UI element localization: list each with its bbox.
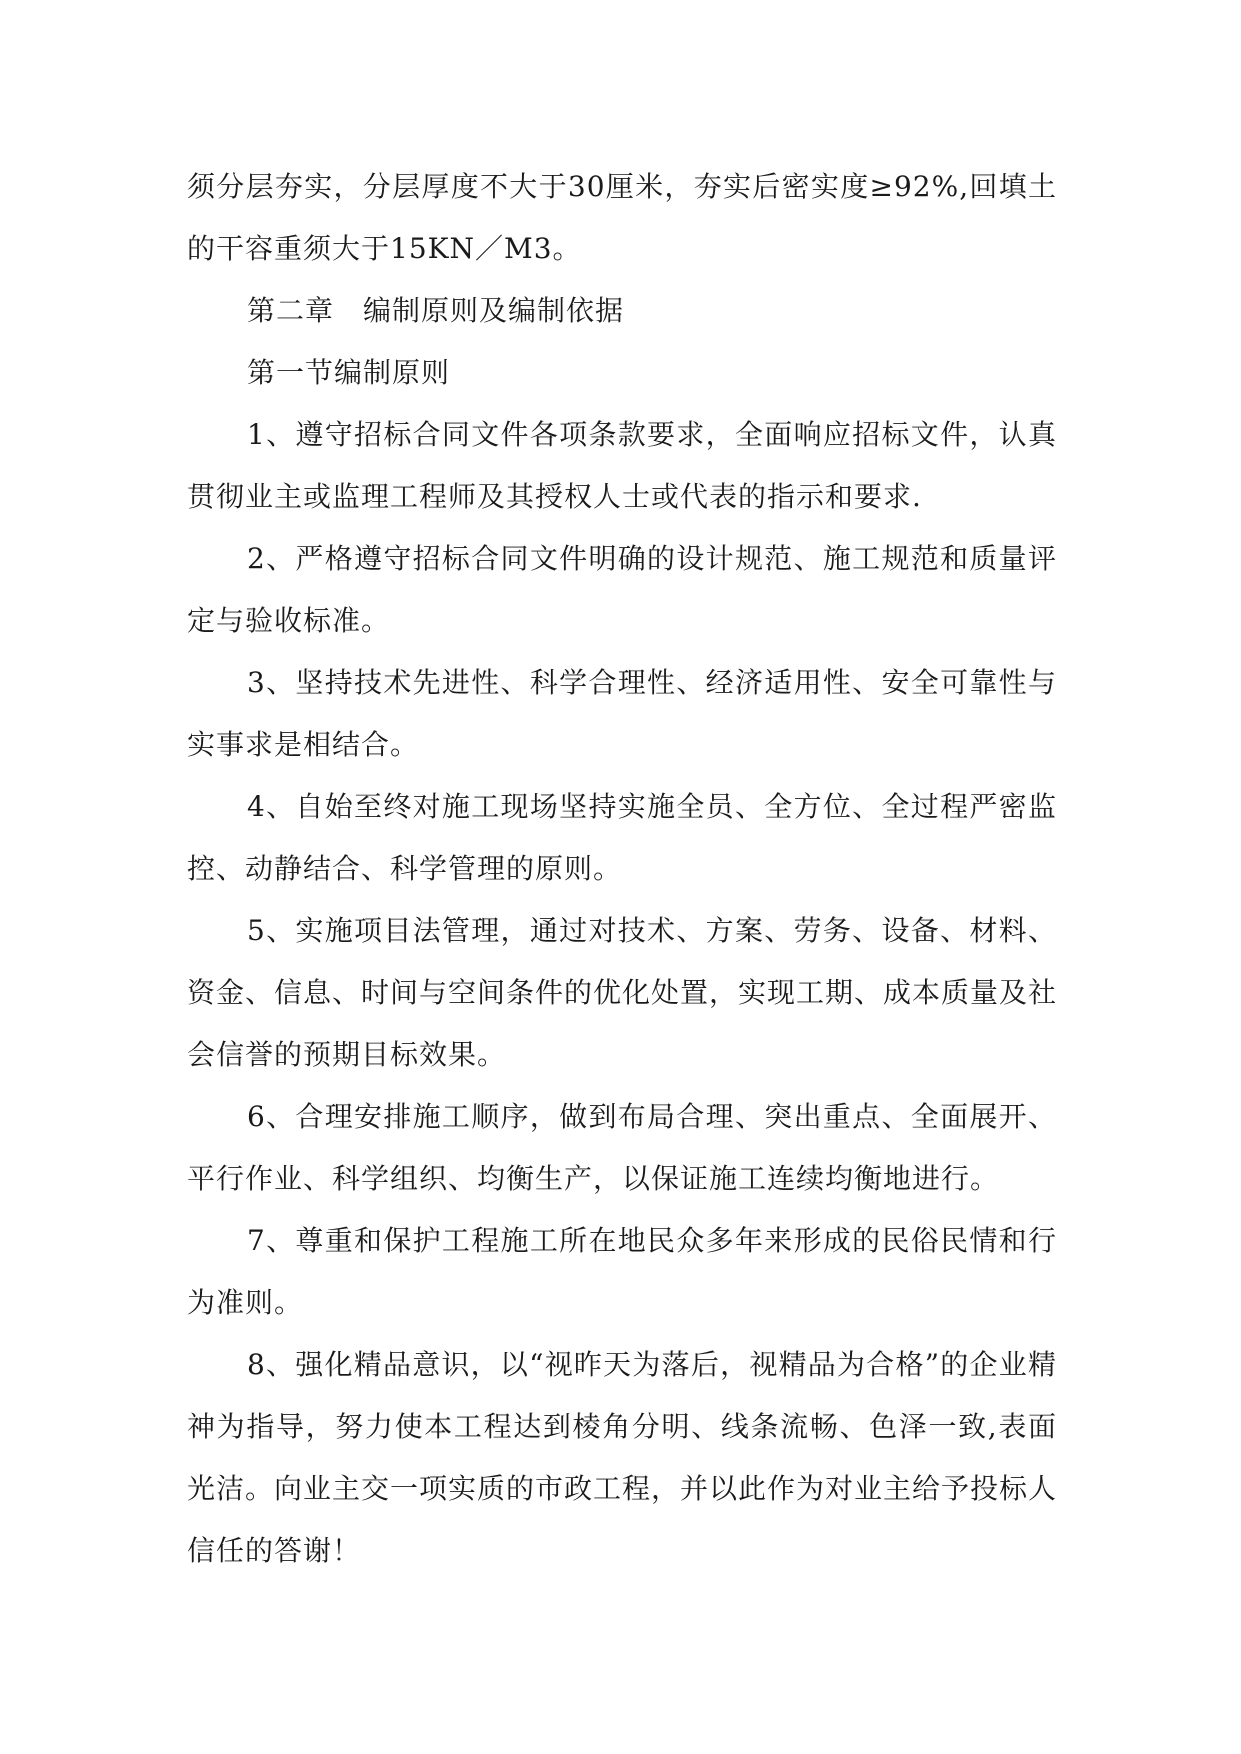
chapter-heading: 第二章 编制原则及编制依据 (247, 294, 625, 327)
paragraph-principle-1: 1、遵守招标合同文件各项条款要求，全面响应招标文件，认真贯彻业主或监理工程师及其授权人士或代表的指示和要求. (187, 418, 1057, 513)
paragraph-principle-8: 8、强化精品意识，以“视昨天为落后，视精品为合格”的企业精神为指导，努力使本工程达到棱角分明、线条流畅、色泽一致,表面光洁。向业主交一项实质的市政工程，并以此作为对业主给予投标人信任的答谢！ (187, 1348, 1058, 1567)
paragraph-principle-3: 3、坚持技术先进性、科学合理性、经济适用性、安全可靠性与实事求是相结合。 (187, 666, 1057, 761)
document-body (187, 156, 1057, 1582)
paragraph-principle-5: 5、实施项目法管理，通过对技术、方案、劳务、设备、材料、资金、信息、时间与空间条件的优化处置，实现工期、成本质量及社会信誉的预期目标效果。 (187, 914, 1058, 1071)
paragraph-continuation: 须分层夯实，分层厚度不大于30厘米，夯实后密实度≥92%,回填土的干容重须大于15KN／M3。 (187, 170, 1057, 265)
paragraph-principle-7: 7、尊重和保护工程施工所在地民众多年来形成的民俗民情和行为准则。 (187, 1224, 1057, 1319)
paragraph-principle-4: 4、自始至终对施工现场坚持实施全员、全方位、全过程严密监控、动静结合、科学管理的原则。 (187, 790, 1057, 885)
section-heading: 第一节编制原则 (247, 356, 451, 389)
paragraph-principle-6: 6、合理安排施工顺序，做到布局合理、突出重点、全面展开、平行作业、科学组织、均衡生产，以保证施工连续均衡地进行。 (187, 1100, 1057, 1195)
paragraph-principle-2: 2、严格遵守招标合同文件明确的设计规范、施工规范和质量评定与验收标准。 (187, 542, 1057, 637)
